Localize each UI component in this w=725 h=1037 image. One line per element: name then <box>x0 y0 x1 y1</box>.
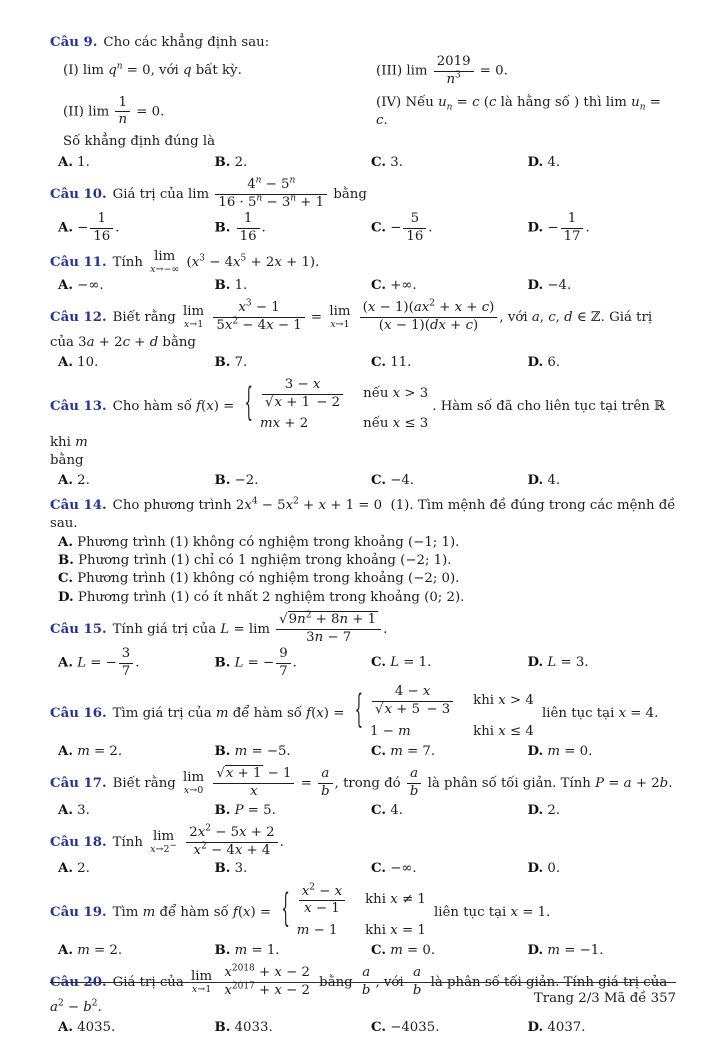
answer-B: B. 4033. <box>214 1020 273 1036</box>
answer-B: B. 7. <box>214 354 248 370</box>
answer-row <box>50 942 676 960</box>
answer-C: C. 11. <box>371 354 412 370</box>
question-9 <box>50 34 676 172</box>
answer-B: B. 2. <box>214 154 248 170</box>
answer-C: C. 4. <box>371 802 403 818</box>
page-number: Trang 2/3 Mã đề 357 <box>533 990 676 1006</box>
answer-row <box>50 212 676 244</box>
question-number: Câu 17. <box>50 775 107 791</box>
option-A: A. Phương trình (1) không có nghiệm trong khoảng (−1; 1). <box>58 534 460 550</box>
answer-row <box>50 277 676 295</box>
question-text: Câu 13. Cho hàm số f(x) = { $\frac{3 - x}{√x + 1 - 2}$ nếu x > 3 mx + 2 nếu x ≤ 3 . Hàm số đã cho liên tục tại trên ℝ khi m <box>50 377 666 450</box>
option-C: C. Phương trình (1) không có nghiệm trong khoảng (−2; 0). <box>58 571 460 587</box>
answer-B: B. 3. <box>214 861 248 877</box>
answer-A: A. 1. <box>58 154 90 170</box>
answer-C: C. L = 1. <box>371 655 432 671</box>
question-number: Câu 10. <box>50 186 107 202</box>
answer-row <box>50 354 676 372</box>
question-19 <box>50 882 676 961</box>
answer-D: D. 4. <box>527 154 561 170</box>
answer-D: D. − $\frac{1}{17}$ . <box>527 211 590 244</box>
answer-A: A. 2. <box>58 861 90 877</box>
page-footer <box>50 982 676 1008</box>
question-13 <box>50 378 676 491</box>
answer-B: B. m = 1. <box>214 943 280 959</box>
question-number: Câu 12. <box>50 309 107 325</box>
question-17 <box>50 767 676 820</box>
question-12 <box>50 298 676 372</box>
question-text: Câu 10. Giá trị của lim $\frac{4^n - 5^n}{16 \cdot 5^n - 3^n + 1}$ bằng <box>50 175 367 210</box>
answer-D: D. m = −1. <box>527 943 604 959</box>
question-10 <box>50 175 676 245</box>
question-number: Câu 19. <box>50 904 107 920</box>
answer-A: A. − $\frac{1}{16}$ . <box>58 211 120 244</box>
answer-D: D. m = 0. <box>527 743 593 759</box>
answer-D: D. −4. <box>527 277 572 293</box>
question-text: Câu 11. Tính lim x→−∞ $(x^3 - 4x^5 + 2x + 1)$. <box>50 249 320 276</box>
question-text: Câu 17. Biết rằng lim x→0 $\frac{√x + 1 - 1}{x}$ = $\frac{a}{b}$ , trong đó $\frac{a}{b}$ là phân số tối giản. Tính P = a + 2b. <box>50 766 673 799</box>
question-text: Câu 9. Cho các khẳng định sau: <box>50 35 270 50</box>
footer-divider <box>50 982 676 983</box>
answer-A: A. 2. <box>58 473 90 489</box>
answer-D: D. 4037. <box>527 1020 586 1036</box>
question-15 <box>50 610 676 680</box>
answer-D: D. L = 3. <box>527 655 589 671</box>
question-number: Câu 11. <box>50 255 107 271</box>
answer-A: A. 4035. <box>58 1020 116 1036</box>
option-D: D. Phương trình (1) có ít nhất 2 nghiệm trong khoảng (0; 2). <box>58 589 465 605</box>
answer-row <box>50 154 676 172</box>
statement-IV: (IV) Nếu $u_n = c$ (c là hằng số ) thì $\lim u_n = c$. <box>376 94 661 128</box>
answer-B: B. −2. <box>214 473 259 489</box>
answer-B: B. L = − $\frac{9}{7}$ . <box>214 646 297 679</box>
answer-row <box>50 743 676 761</box>
question-text: Câu 16. Tìm giá trị của m để hàm số f(x) = { $\frac{4 - x}{√x + 5 - 3}$ khi x > 4 1 − m khi x ≤ 4 liên tục tại x = 4. <box>50 684 659 739</box>
option-B: B. Phương trình (1) chỉ có 1 nghiệm trong khoảng (−2; 1). <box>58 552 452 568</box>
answer-A: A. 10. <box>58 354 99 370</box>
question-14 <box>50 497 676 607</box>
question-text-continued: Số khẳng định đúng là <box>63 134 215 150</box>
answer-row <box>50 647 676 679</box>
question-18 <box>50 823 676 879</box>
answer-A: A. L = − $\frac{3}{7}$ . <box>58 646 140 679</box>
question-text-continued: bằng <box>50 453 84 469</box>
answer-row <box>50 472 676 490</box>
question-11 <box>50 250 676 295</box>
answer-C: C. m = 0. <box>371 943 436 959</box>
question-text: Câu 15. Tính giá trị của L = lim $\frac{√9n^2 + 8n + 1}{3n - 7}$ . <box>50 610 388 645</box>
answer-B: B. $\frac{1}{16}$ . <box>214 211 266 244</box>
question-text: Câu 14. Cho phương trình $2x^4 - 5x^2 + x + 1 = 0$ (1). Tìm mệnh đề đúng trong các mệnh đề sau. <box>50 496 676 532</box>
answer-A: A. m = 2. <box>58 943 123 959</box>
question-list <box>50 34 676 1037</box>
answer-B: B. P = 5. <box>214 802 276 818</box>
answer-D: D. 2. <box>527 802 561 818</box>
statement-II: (II) lim $\frac{1}{n}$ = 0. <box>63 94 165 128</box>
answer-C: C. −4035. <box>371 1020 440 1036</box>
question-number: Câu 18. <box>50 834 107 850</box>
answer-D: D. 6. <box>527 354 561 370</box>
answer-A: A. −∞. <box>58 277 104 293</box>
answer-D: D. 4. <box>527 473 561 489</box>
answer-C: C. m = 7. <box>371 743 436 759</box>
answer-row <box>50 802 676 820</box>
answer-C: C. 3. <box>371 154 403 170</box>
answer-A: A. 3. <box>58 802 90 818</box>
answer-D: D. 0. <box>527 861 561 877</box>
question-number: Câu 9. <box>50 35 98 50</box>
question-number: Câu 20. <box>50 975 107 991</box>
statement-I: (I) $\lim q^n = 0$, với q bất kỳ. <box>63 61 242 79</box>
answer-C: C. −∞. <box>371 861 417 877</box>
question-number: Câu 14. <box>50 497 107 513</box>
statement-III: (III) lim $\frac{2019}{n^3}$ = 0. <box>376 54 508 87</box>
question-text: Câu 20. Giá trị của lim x→1 $\frac{x^{2018} + x - 2}{x^{2017} + x - 2}$ bằng $\frac{a}{b}$ , với $\frac{a}{b}$ là phân số tối giản. Tính giá trị của $a^2 - b^2$. <box>50 964 668 1015</box>
answer-B: B. 1. <box>214 277 248 293</box>
question-text: Câu 19. Tìm m để hàm số f(x) = { $\frac{x^2 - x}{x - 1}$ khi x ≠ 1 m − 1 khi x = 1 liên tục tại x = 1. <box>50 882 551 938</box>
answer-C: C. −4. <box>371 473 415 489</box>
answer-A: A. m = 2. <box>58 743 123 759</box>
question-16 <box>50 685 676 761</box>
answer-C: C. +∞. <box>371 277 417 293</box>
answer-B: B. m = −5. <box>214 743 291 759</box>
question-number: Câu 15. <box>50 621 107 637</box>
question-number: Câu 13. <box>50 398 107 414</box>
statement-grid <box>50 55 676 130</box>
question-number: Câu 16. <box>50 705 107 721</box>
answer-row <box>50 860 676 878</box>
question-text: Câu 18. Tính lim x→2− $\frac{2x^2 - 5x + 2}{x^2 - 4x + 4}$ . <box>50 823 284 858</box>
answer-C: C. − $\frac{5}{16}$ . <box>371 211 433 244</box>
answer-row <box>50 1019 676 1037</box>
question-text: Câu 12. Biết rằng lim x→1 $\frac{x^3 - 1}{5x^2 - 4x - 1}$ = lim x→1 $\frac{(x - 1)(ax^2 + x + c)}{(x - 1)(dx + c)}$ , với a, c, d ∈ ℤ. Giá trị của 3a + 2c + d bằng <box>50 298 653 350</box>
